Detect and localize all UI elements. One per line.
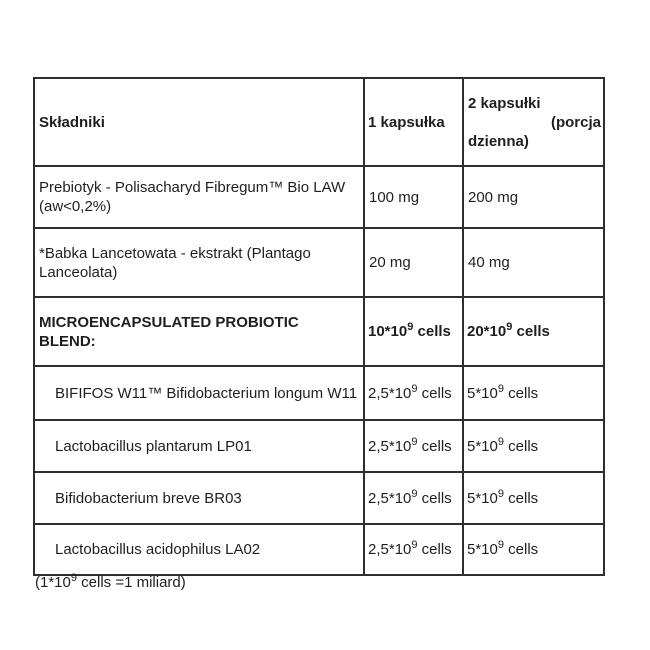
dose-exponent: 9 — [411, 539, 418, 551]
dose-two-capsules-cell: 200 mg — [463, 166, 604, 228]
dose-exponent: 9 — [411, 487, 418, 500]
dose-exponent: 9 — [411, 382, 418, 395]
dose-exponent: 9 — [497, 382, 504, 395]
table-row-bifidobacterium-longum — [34, 366, 604, 420]
dose-exponent: 9 — [497, 435, 504, 448]
dose-exponent: 9 — [407, 321, 414, 333]
header-two-capsules-line3: dzienna) — [468, 132, 529, 150]
dose-one-capsule-cell — [364, 420, 463, 472]
dose-two-capsules-cell — [463, 420, 604, 472]
dose-value: 5*10 — [467, 489, 498, 507]
table-row-lactobacillus-acidophilus — [34, 524, 604, 575]
dose-exponent: 9 — [497, 487, 504, 500]
dose-exponent: 9 — [411, 435, 418, 448]
ingredient-name-line1: Prebiotyk - Polisacharyd Fibregum™ Bio LAW — [39, 179, 346, 196]
dose-unit: cells — [417, 384, 452, 402]
header-two-capsules — [463, 78, 604, 166]
dose-one-capsule-cell: 100 mg — [364, 166, 463, 228]
dose-unit: cells — [417, 541, 452, 558]
ingredient-name-cell: Bifidobacterium breve BR03 — [34, 472, 364, 524]
ingredient-name-cell — [34, 166, 364, 228]
table-row-lactobacillus-plantarum — [34, 420, 604, 472]
dose-unit: cells — [504, 437, 539, 455]
dose-value: 5*10 — [467, 384, 498, 402]
header-two-capsules-line1: 2 kapsułki — [468, 94, 541, 112]
table-row-plantago — [34, 228, 604, 297]
dose-unit: cells — [417, 489, 452, 507]
table-row-prebiotic — [34, 166, 604, 228]
table-header-row — [34, 78, 604, 166]
dose-unit: cells — [504, 489, 539, 507]
ingredient-name-line2: (aw<0,2%) — [39, 198, 112, 215]
dose-one-capsule-cell — [364, 524, 463, 575]
dose-two-capsules-cell: 40 mg — [463, 228, 604, 297]
dose-one-capsule-cell — [364, 366, 463, 420]
ingredient-name-cell — [34, 297, 364, 366]
dose-value: 20*10 — [467, 323, 507, 340]
dose-one-capsule-cell — [364, 297, 463, 366]
dose-value: 2,5*10 — [368, 489, 412, 507]
table-row-bifidobacterium-breve — [34, 472, 604, 524]
ingredient-name-line1: *Babka Lancetowata - ekstrakt (Plantago — [39, 244, 311, 262]
header-ingredients: Składniki — [34, 78, 364, 166]
footnote-value: (1*10 — [35, 574, 71, 591]
ingredient-name-cell: BIFIFOS W11™ Bifidobacterium longum W11 — [34, 366, 364, 420]
dose-value: 2,5*10 — [368, 541, 412, 558]
footnote — [35, 572, 186, 594]
dose-unit: cells — [417, 437, 452, 455]
dose-value: 5*10 — [467, 541, 498, 558]
header-two-capsules-line2: (porcja — [550, 113, 601, 131]
ingredient-name-line2: Lanceolata) — [39, 263, 118, 281]
dose-two-capsules-cell — [463, 366, 604, 420]
dose-unit: cells — [504, 384, 539, 402]
ingredient-name-cell: Lactobacillus plantarum LP01 — [34, 420, 364, 472]
dose-value: 2,5*10 — [368, 437, 412, 455]
dose-two-capsules-cell — [463, 297, 604, 366]
dose-exponent: 9 — [497, 539, 504, 551]
table-row-probiotic-blend — [34, 297, 604, 366]
dose-unit: cells — [504, 541, 539, 558]
dose-value: 5*10 — [467, 437, 498, 455]
dose-value: 2,5*10 — [368, 384, 412, 402]
dose-unit: cells — [512, 323, 550, 340]
ingredient-name-cell: Lactobacillus acidophilus LA02 — [34, 524, 364, 575]
ingredient-name-line1: MICROENCAPSULATED PROBIOTIC — [39, 313, 299, 331]
supplement-facts-table — [33, 77, 605, 576]
dose-value: 10*10 — [368, 323, 408, 340]
header-one-capsule: 1 kapsułka — [364, 78, 463, 166]
ingredient-name-cell — [34, 228, 364, 297]
dose-one-capsule-cell — [364, 472, 463, 524]
footnote-exponent: 9 — [70, 572, 77, 584]
dose-unit: cells — [413, 323, 451, 340]
dose-one-capsule-cell: 20 mg — [364, 228, 463, 297]
dose-two-capsules-cell — [463, 472, 604, 524]
dose-two-capsules-cell — [463, 524, 604, 575]
dose-exponent: 9 — [506, 321, 513, 333]
footnote-text: cells =1 miliard) — [76, 574, 186, 591]
ingredient-name-line2: BLEND: — [39, 332, 96, 350]
